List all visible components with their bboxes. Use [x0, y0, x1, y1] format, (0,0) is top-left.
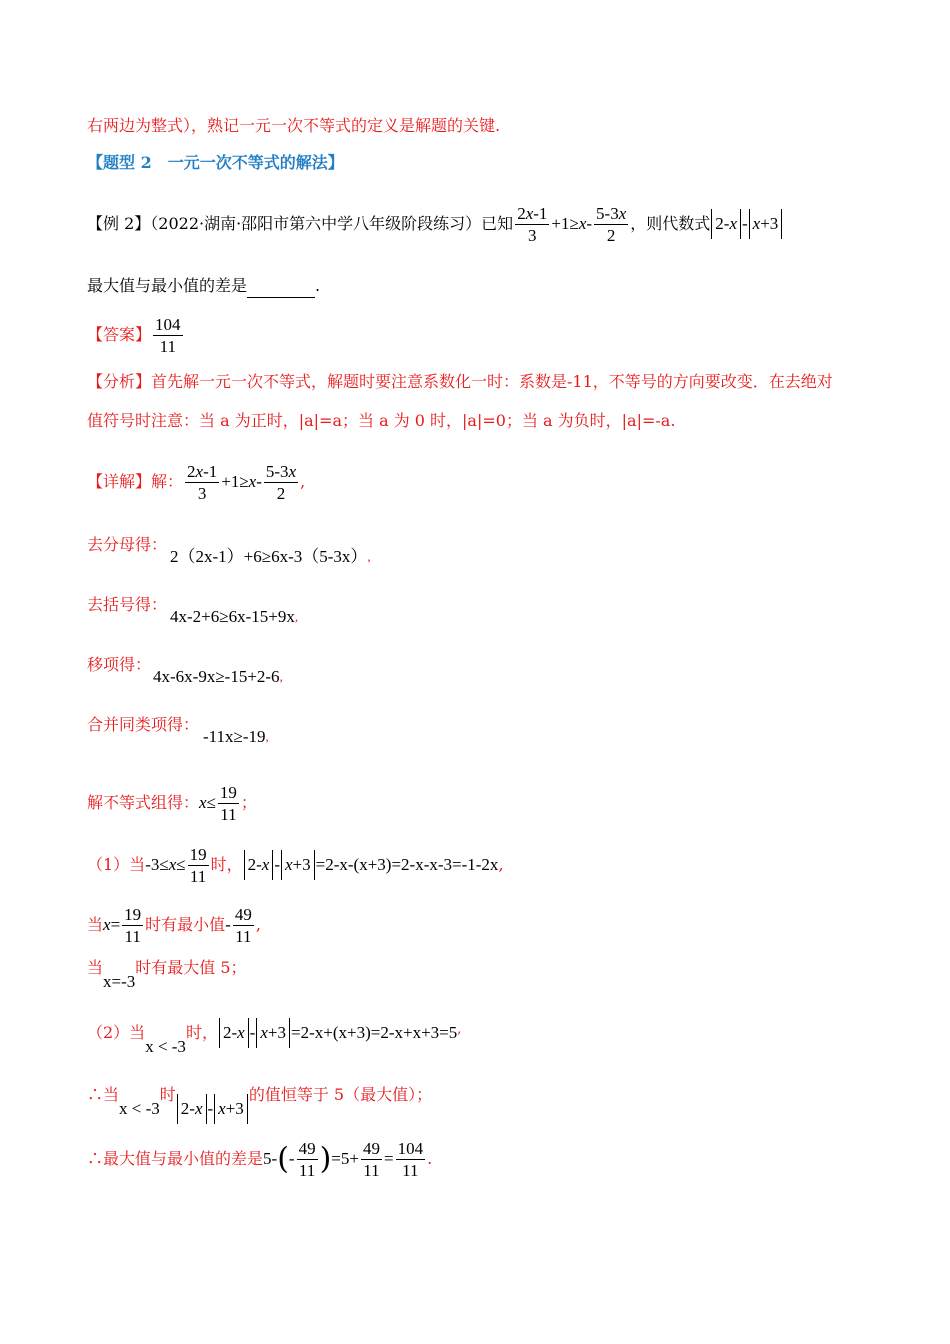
detail-label: 【详解】 [87, 472, 152, 491]
example-line2-text: 最大值与最小值的差是 [87, 276, 248, 295]
step-remove-denominator-label: 去分母得： [87, 535, 168, 554]
max-suffix: 时有最大值 5； [135, 958, 247, 977]
step-expr: 4x-2+6≥6x-15+9x [170, 607, 295, 626]
max-expr: x=-3 [103, 972, 136, 991]
max-line [87, 956, 247, 991]
step-remove-brackets-expr: 4x-2+6≥6x-15+9x, [170, 607, 299, 626]
fraction: $\frac{5-3x}{2}$ [596, 204, 627, 245]
case2-rest: =2-x+(x+3)=2-x+x+3=5 [290, 1023, 458, 1042]
example-mid: ，则代数式 [630, 214, 711, 233]
answer-fraction [153, 314, 183, 357]
fraction: $\frac{49}{11}$ [234, 905, 252, 946]
example-question-line2 [87, 274, 320, 298]
therefore1-expr: x < -3 [119, 1099, 160, 1118]
example-source: （2022·湖南·邵阳市第六中学八年级阶段练习）已知 [150, 214, 514, 233]
fraction: $\frac{2x-1}{3}$ [187, 462, 218, 503]
case2-when: 时， [185, 1023, 218, 1042]
answer-line [87, 314, 185, 357]
step-remove-brackets-label: 去括号得： [87, 595, 168, 614]
step-transpose-label: 移项得： [87, 655, 152, 674]
fraction: $\frac{19}{11}$ [189, 845, 207, 886]
analysis-line2: 值符号时注意：当 a 为正时，|a|=a；当 a 为 0 时，|a|=0；当 a 为负时，|a|=-a. [87, 411, 676, 430]
step-expr: 4x-6x-9x≥-15+2-6 [153, 667, 280, 686]
therefore1-line: ∴当x < -3时2-x - x+3的值恒等于 5（最大值）； [87, 1080, 432, 1110]
example-question-line1: 【例 2】（2022·湖南·邵阳市第六中学八年级阶段练习）已知 $\frac{2x-1}{3}$ +1≥x- $\frac{5-3x}{2}$ ，则代数式 2-x - x+3 [87, 203, 783, 246]
answer-denominator: 11 [159, 337, 176, 356]
case1-rest: =2-x-(x+3)=2-x-x-3=-1-2x [315, 855, 499, 874]
therefore1-prefix: ∴当 [87, 1085, 120, 1104]
period: . [315, 276, 321, 295]
case1-when: 时， [210, 855, 243, 874]
fraction: $\frac{49}{11}$ [362, 1139, 380, 1180]
therefore1-suffix: 的值恒等于 5（最大值）； [248, 1085, 433, 1104]
min-prefix: 当 [87, 915, 104, 934]
therefore2-prefix: ∴最大值与最小值的差是 [87, 1149, 264, 1168]
min-suffix: 时有最小值 [145, 915, 226, 934]
therefore2-line: ∴最大值与最小值的差是5-(- $\frac{49}{11}$ )=5+ $\frac{49}{11}$ = $\frac{104}{11}$ . [87, 1139, 433, 1180]
max-prefix: 当 [87, 958, 104, 977]
case2-label: （2）当 [87, 1023, 146, 1042]
analysis-line1: 【分析】首先解一元一次不等式，解题时要注意系数化一时：系数是-11，不等号的方向要改变．在去绝对 [87, 372, 833, 391]
solve-line: 解不等式组得：x≤ $\frac{19}{11}$ ； [87, 783, 257, 824]
answer-blank [247, 279, 315, 298]
period: . [427, 1149, 433, 1168]
detail-line: 【详解】解： $\frac{2x-1}{3}$ +1≥x- $\frac{5-3x}{2}$ , [87, 462, 306, 503]
step-remove-denominator-expr: 2（2x-1）+6≥6x-3（5-3x）, [170, 547, 371, 566]
step-transpose-expr: 4x-6x-9x≥-15+2-6, [153, 667, 283, 686]
step-combine-label: 合并同类项得： [87, 715, 200, 734]
min-line: 当x= $\frac{19}{11}$ 时有最小值- $\frac{49}{11}$ , [87, 905, 261, 946]
therefore1-when: 时 [159, 1085, 176, 1104]
case2-line: （2）当x < -3时， 2-x - x+3 =2-x+(x+3)=2-x+x+3=5, [87, 1018, 461, 1048]
case1-label: （1）当 [87, 855, 146, 874]
section-heading: 【题型 2 一元一次不等式的解法】 [87, 153, 344, 172]
case1-line: （1）当-3≤x≤ $\frac{19}{11}$ 时， 2-x - x+3 =2-x-(x+3)=2-x-x-3=-1-2x, [87, 845, 504, 886]
step-expr: -11x≥-19 [203, 727, 266, 746]
step-expr: 2（2x-1）+6≥6x-3（5-3x） [170, 547, 368, 566]
fraction: $\frac{104}{11}$ [397, 1139, 424, 1180]
fraction: $\frac{19}{11}$ [124, 905, 142, 946]
step-combine-expr: -11x≥-19, [203, 727, 269, 746]
fraction: $\frac{2x-1}{3}$ [517, 204, 548, 245]
case2-expr: x < -3 [145, 1037, 186, 1056]
fraction: $\frac{19}{11}$ [219, 783, 237, 824]
fraction: $\frac{49}{11}$ [298, 1139, 316, 1180]
solve-label: 解不等式组得： [87, 793, 200, 812]
detail-prefix: 解： [151, 472, 184, 491]
intro-text: 右两边为整式），熟记一元一次不等式的定义是解题的关键. [87, 116, 501, 135]
fraction: $\frac{5-3x}{2}$ [265, 462, 297, 503]
min-end: , [255, 915, 261, 934]
example-label: 【例 2】 [87, 214, 151, 233]
answer-label: 【答案】 [87, 325, 152, 344]
answer-numerator: 104 [155, 315, 181, 334]
